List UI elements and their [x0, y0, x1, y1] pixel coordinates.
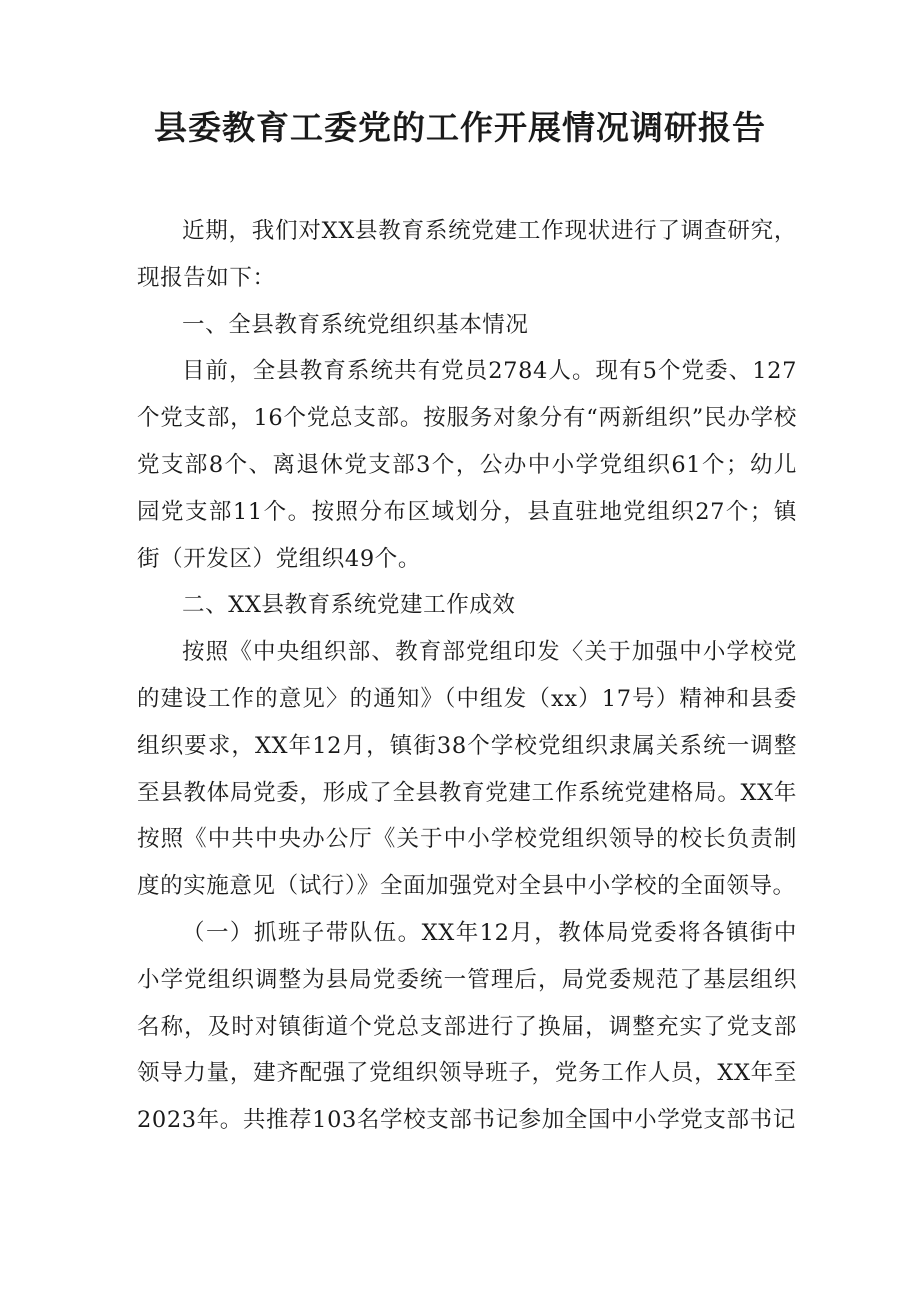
section-heading-2: 二、XX县教育系统党建工作成效 — [182, 592, 516, 619]
document-body — [137, 208, 797, 1144]
paragraph-intro: 近期，我们对XX县教育系统党建工作现状进行了调查研究，现报告如下： — [137, 218, 797, 291]
paragraph-achievements: 按照《中央组织部、教育部党组印发〈关于加强中小学校党的建设工作的意见〉的通知》（中组发（xx）17号）精神和县委组织要求，XX年12月，镇街38个学校党组织隶属关系统一调整至县教体局党委，形成了全县教育党建工作系统党建格局。XX年按照《中共中央办公厅《关于中小学校党组织领导的校长负责制度的实施意见（试行）》全面加强党对全县中小学校的全面领导。 — [137, 639, 797, 900]
section-heading-1: 一、全县教育系统党组织基本情况 — [182, 311, 529, 338]
paragraph-basic-situation: 目前，全县教育系统共有党员2784人。现有5个党委、127个党支部，16个党总支部。按服务对象分有“两新组织”民办学校党支部8个、离退休党支部3个，公办中小学党组织61个；幼儿园党支部11个。按照分布区域划分，县直驻地党组织27个；镇街（开发区）党组织49个。 — [137, 358, 797, 572]
paragraph-subsection-1: （一）抓班子带队伍。XX年12月，教体局党委将各镇街中小学党组织调整为县局党委统一管理后，局党委规范了基层组织名称，及时对镇街道个党总支部进行了换届，调整充实了党支部领导力量，建齐配强了党组织领导班子，党务工作人员，XX年至2023年。共推荐103名学校支部书记参加全国中小学党支部书记 — [137, 919, 797, 1134]
document-title: 县委教育工委党的工作开展情况调研报告 — [154, 108, 766, 147]
